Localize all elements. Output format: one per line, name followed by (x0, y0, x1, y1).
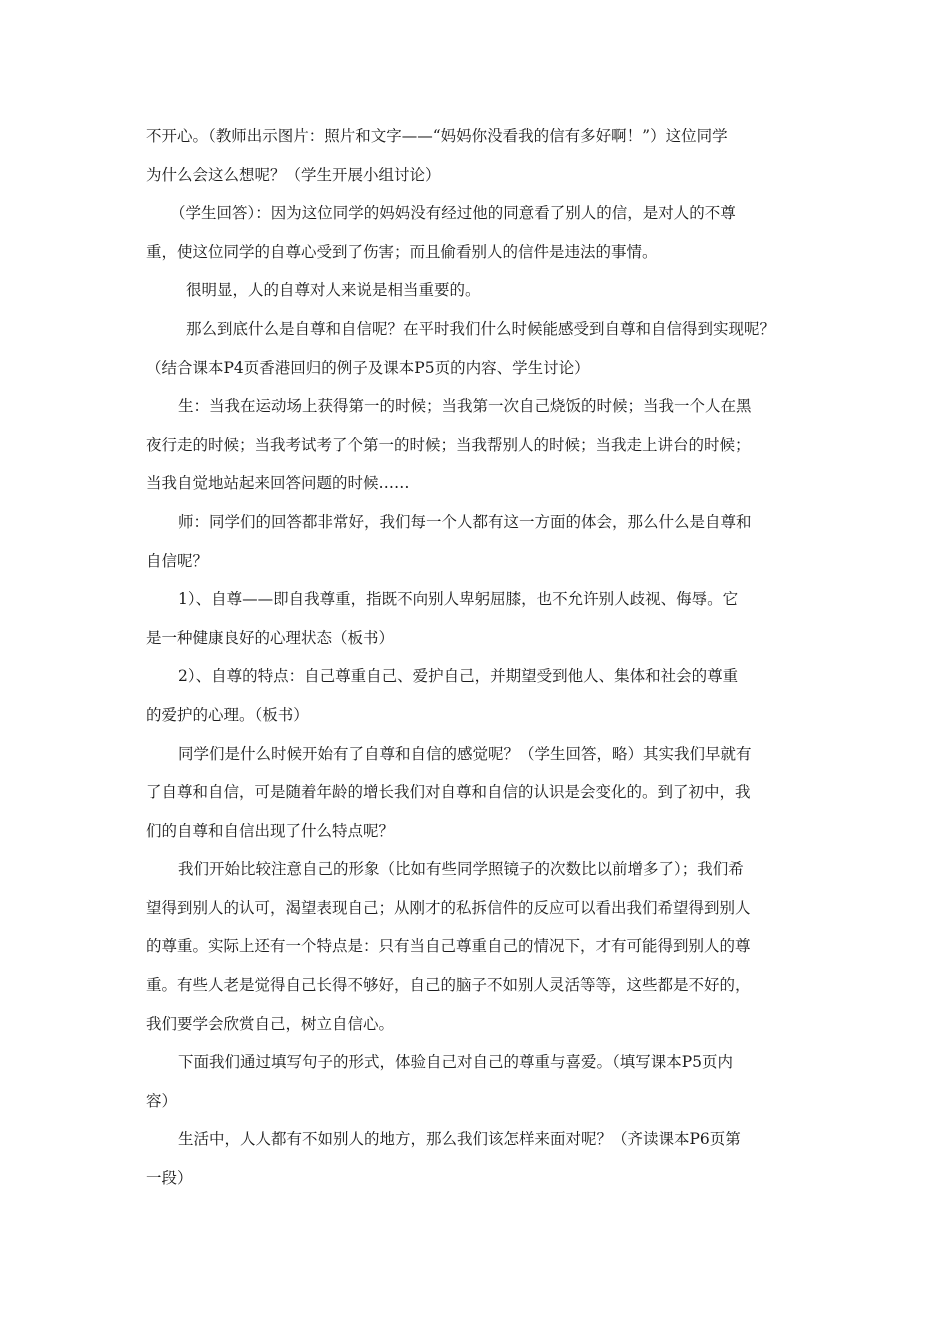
paragraph-line: 了自尊和自信，可是随着年龄的增长我们对自尊和自信的认识是会变化的。到了初中，我 (146, 783, 751, 802)
paragraph-line: 是一种健康良好的心理状态（板书） (146, 628, 395, 647)
paragraph-line: 很明显，人的自尊对人来说是相当重要的。 (186, 281, 481, 300)
paragraph-line: 望得到别人的认可，渴望表现自己；从刚才的私拆信件的反应可以看出我们希望得到别人 (146, 898, 751, 917)
paragraph-line: 下面我们通过填写句子的形式，体验自己对自己的尊重与喜爱。（填写课本P5页内 (178, 1053, 734, 1072)
paragraph-line: 生活中，人人都有不如别人的地方，那么我们该怎样来面对呢？（齐读课本P6页第 (178, 1130, 741, 1149)
paragraph-line: 为什么会这么想呢？（学生开展小组讨论） (146, 165, 441, 184)
paragraph-line: 师：同学们的回答都非常好，我们每一个人都有这一方面的体会，那么什么是自尊和 (178, 512, 752, 531)
paragraph-line: 同学们是什么时候开始有了自尊和自信的感觉呢？（学生回答，略）其实我们早就有 (178, 744, 752, 763)
paragraph-line: 自信呢？ (146, 551, 209, 570)
paragraph-line: 一段） (146, 1169, 193, 1188)
paragraph-line: 2）、自尊的特点：自己尊重自己、爱护自己，并期望受到他人、集体和社会的尊重 (178, 667, 739, 686)
paragraph-line: 生：当我在运动场上获得第一的时候；当我第一次自己烧饭的时候；当我一个人在黑 (178, 397, 752, 416)
paragraph-line: 我们要学会欣赏自己，树立自信心。 (146, 1014, 395, 1033)
paragraph-line: 1）、自尊——即自我尊重，指既不向别人卑躬屈膝，也不允许别人歧视、侮辱。它 (178, 590, 739, 609)
paragraph-line: 容） (146, 1091, 178, 1110)
paragraph-line: 的尊重。实际上还有一个特点是：只有当自己尊重自己的情况下，才有可能得到别人的尊 (146, 937, 751, 956)
paragraph-line: 们的自尊和自信出现了什么特点呢？ (146, 821, 395, 840)
paragraph-line: 的爱护的心理。（板书） (146, 705, 309, 724)
paragraph-line: 重。有些人老是觉得自己长得不够好，自己的脑子不如别人灵活等等，这些都是不好的， (146, 976, 751, 995)
paragraph-line: 不开心。（教师出示图片：照片和文字——“妈妈你没看我的信有多好啊！”）这位同学 (146, 127, 728, 145)
paragraph-line: 当我自觉地站起来回答问题的时候…… (146, 474, 410, 493)
paragraph-line: 我们开始比较注意自己的形象（比如有些同学照镜子的次数比以前增多了）；我们希 (178, 860, 744, 879)
document-body (146, 124, 812, 1205)
paragraph-line: （结合课本P4页香港回归的例子及课本P5页的内容、学生讨论） (146, 358, 590, 377)
paragraph-line: 那么到底什么是自尊和自信呢？在平时我们什么时候能感受到自尊和自信得到实现呢？ (186, 319, 776, 338)
paragraph-line: 夜行走的时候；当我考试考了个第一的时候；当我帮别人的时候；当我走上讲台的时候； (146, 435, 751, 454)
paragraph-line: （学生回答）：因为这位同学的妈妈没有经过他的同意看了别人的信，是对人的不尊 (170, 204, 736, 223)
paragraph-line: 重，使这位同学的自尊心受到了伤害；而且偷看别人的信件是违法的事情。 (146, 242, 658, 261)
